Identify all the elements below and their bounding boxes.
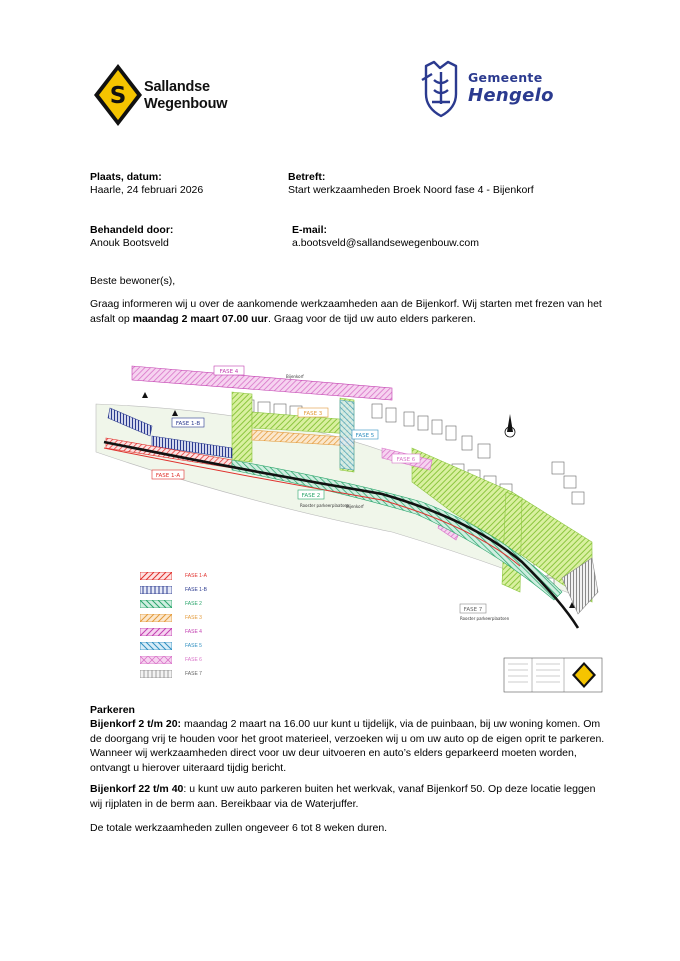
- parking-paragraph-2: [90, 782, 610, 811]
- hengelo-logo: [418, 58, 464, 120]
- legend-swatch: [140, 600, 172, 608]
- map-street-top: Bijenkorf: [286, 374, 304, 379]
- intro-date-bold: maandag 2 maart 07.00 uur: [132, 312, 269, 325]
- map-label-fase-3: FASE 3: [303, 411, 323, 417]
- legend-label: FASE 1-B: [185, 587, 207, 593]
- legend-swatch: [140, 614, 172, 622]
- map-label-fase-1a: FASE 1-A: [155, 473, 181, 479]
- legend-label: FASE 1-A: [185, 573, 207, 579]
- parking-heading: Parkeren: [90, 704, 135, 716]
- map-label-fase-4: FASE 4: [219, 369, 239, 375]
- legend-label: FASE 2: [185, 601, 202, 607]
- place-date-value: Haarle, 24 februari 2026: [90, 184, 204, 196]
- map-street-mid: Bijenkorf: [346, 504, 364, 509]
- handled-by-label: Behandeld door:: [90, 224, 174, 236]
- subject-label: Betreft:: [288, 171, 326, 183]
- municipality-line1: Gemeente: [468, 70, 543, 85]
- legend-swatch: [140, 656, 172, 664]
- intro-text-a: Graag informeren wij u over de aankomende werkzaamheden aan de Bijenkorf. Wij starten met frezen van het asfalt op: [90, 298, 602, 325]
- company-name-line1: Sallandse: [144, 79, 210, 95]
- parking-s1-bold: Bijenkorf 2 t/m 20:: [90, 718, 182, 730]
- email-value[interactable]: a.bootsveld@sallandsewegenbouw.com: [292, 237, 479, 249]
- legend-label: FASE 7: [185, 671, 202, 677]
- municipality-line2: Hengelo: [468, 85, 554, 106]
- legend-swatch: [140, 586, 172, 594]
- legend-label: FASE 6: [185, 657, 202, 663]
- email-label: E-mail:: [292, 224, 328, 236]
- greeting: Beste bewoner(s),: [90, 275, 176, 287]
- legend-swatch: [140, 642, 172, 650]
- parking-s2-text: : u kunt uw auto parkeren buiten het werkvak, vanaf Bijenkorf 50. Op deze locatie leggen wij rijplaten in de berm aan. Bereikbaar via de Waterjuffer.: [90, 783, 596, 810]
- legend-label: FASE 5: [185, 643, 202, 649]
- legend-swatch: [140, 628, 172, 636]
- legend-label: FASE 3: [185, 615, 202, 621]
- parking-s1-text: maandag 2 maart na 16.00 uur kunt u tijdelijk, via de puinbaan, bij uw woning komen. Om de doorgang vrij te houden voor het groot materieel, verzoeken wij u om uw auto op de eigen oprit te parkeren. Wanneer wij werkzaamheden direct voor uw deur uitvoeren en auto’s elders geparkeerd moeten worden, ontvangt u hierover uiteraard tijdig bericht.: [90, 718, 605, 774]
- legend-swatch: [140, 572, 172, 580]
- map-label-fase-5: FASE 5: [355, 433, 375, 439]
- handled-by-value: Anouk Bootsveld: [90, 237, 169, 249]
- hengelo-crest-icon: [418, 58, 464, 120]
- parking-s2-bold: Bijenkorf 22 t/m 40: [90, 783, 184, 795]
- map-label-fase-1b: FASE 1-B: [175, 421, 201, 427]
- intro-paragraph: [90, 297, 610, 326]
- logo-letter: S: [109, 83, 127, 109]
- company-name-line2: Wegenbouw: [144, 96, 228, 112]
- municipality-name: [468, 71, 554, 107]
- sallandse-diamond-icon: [92, 62, 144, 128]
- map-label-fase-7: FASE 7: [463, 607, 483, 613]
- parking-paragraph-1: [90, 717, 610, 775]
- north-arrow-icon: [505, 414, 515, 437]
- place-date-label: Plaats, datum:: [90, 171, 162, 183]
- map-note-2: Rooster parkeerplaatsen: [460, 616, 510, 621]
- subject-value: Start werkzaamheden Broek Noord fase 4 - Bijenkorf: [288, 184, 534, 196]
- legend-swatch: [140, 670, 172, 678]
- legend-label: FASE 4: [185, 629, 202, 635]
- intro-text-b: . Graag voor de tijd uw auto elders parkeren.: [268, 312, 476, 325]
- map-label-fase-6: FASE 6: [396, 457, 416, 463]
- closing-paragraph: De totale werkzaamheden zullen ongeveer 6 tot 8 weken duren.: [90, 822, 388, 834]
- company-name: [144, 79, 227, 113]
- title-block: [504, 658, 602, 692]
- map-label-fase-2: FASE 2: [301, 493, 321, 499]
- map-note-1: Rooster parkeerplaatsen: [300, 503, 350, 508]
